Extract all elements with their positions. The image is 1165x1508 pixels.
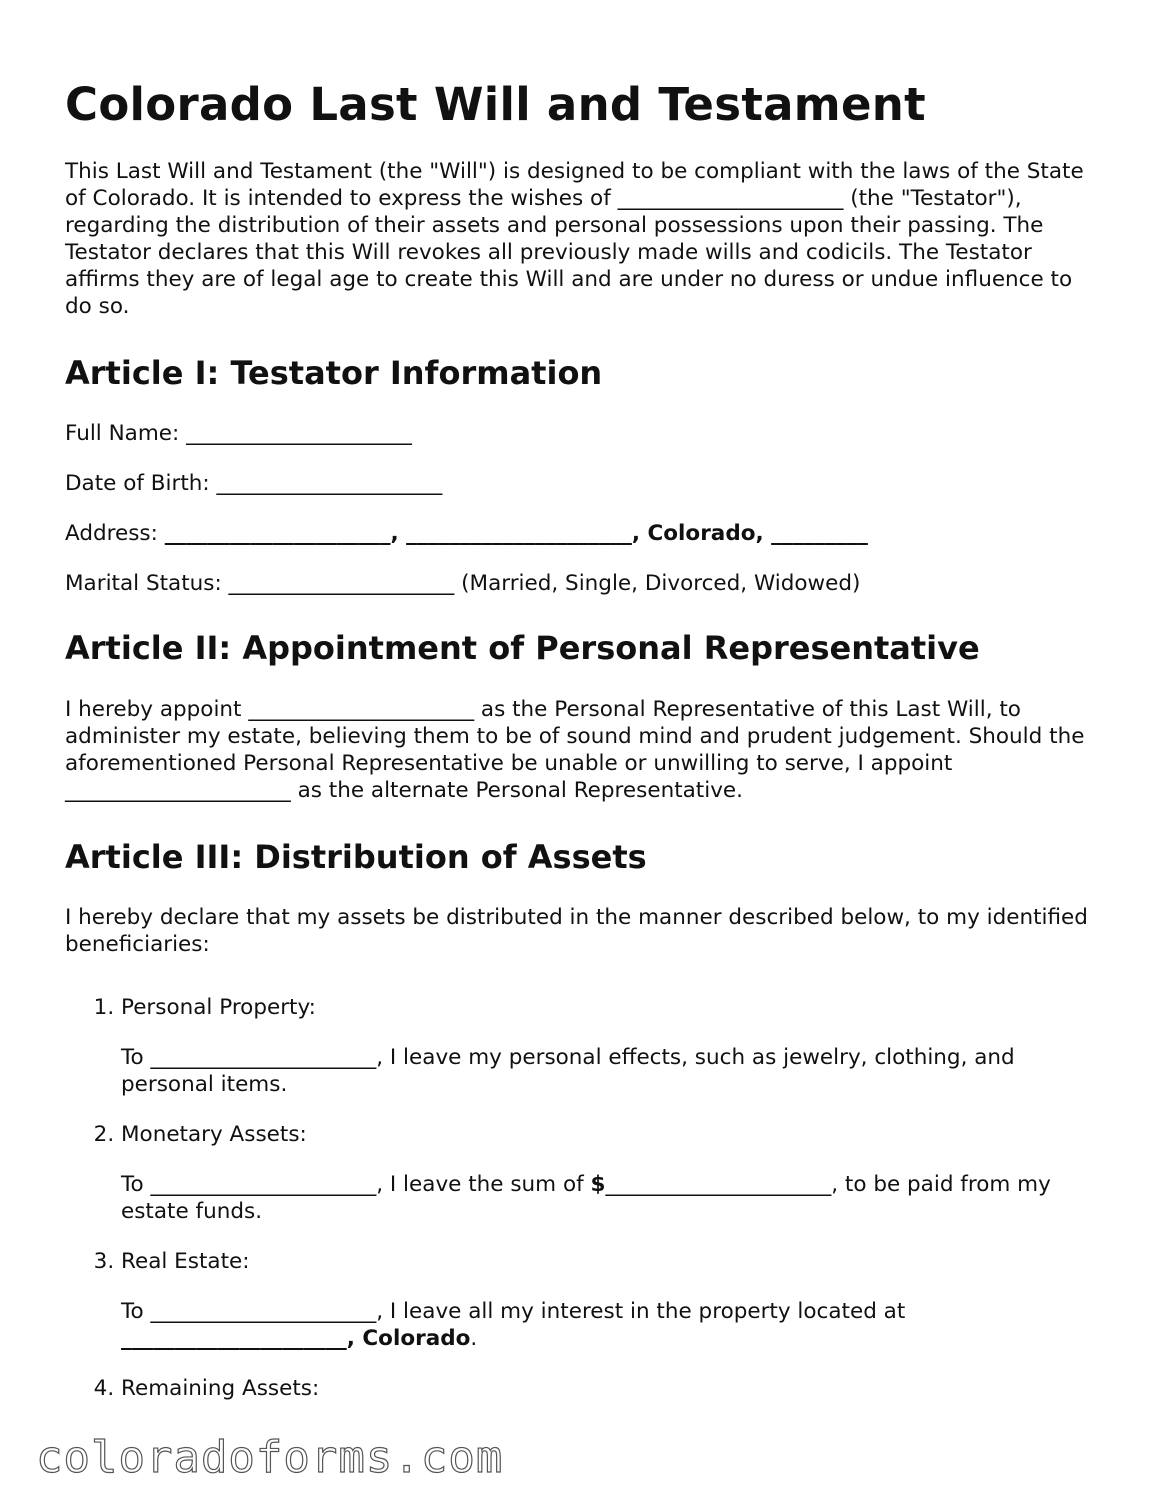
dob-field: Date of Birth: _____________________	[65, 471, 443, 497]
list-item: 2. Monetary Assets: To _____________________, I leave the sum of $_____________________, to be paid from my estate funds.	[121, 1121, 1105, 1225]
article-1-heading: Article I: Testator Information	[65, 354, 603, 392]
asset-list	[65, 994, 1105, 1402]
city-blank[interactable]: _____________________	[406, 521, 632, 547]
personal-property-beneficiary-blank[interactable]: _____________________	[150, 1045, 377, 1071]
list-item: 1. Personal Property: To _____________________, I leave my personal effects, such as jewelry, clothing, and personal items.	[121, 994, 1105, 1098]
monetary-beneficiary-blank[interactable]: _____________________	[150, 1172, 377, 1198]
list-item: 3. Real Estate: To _____________________, I leave all my interest in the property located at _____________________, Colorado.	[121, 1248, 1105, 1352]
dob-blank[interactable]: _____________________	[216, 471, 443, 497]
page-title: Colorado Last Will and Testament	[65, 78, 926, 131]
real-estate-clause: To _____________________, I leave all my interest in the property located at _____________________, Colorado.	[121, 1299, 906, 1352]
full-name-field: Full Name: _____________________	[65, 421, 412, 447]
intro-paragraph: This Last Will and Testament (the "Will") is designed to be compliant with the laws of the State of Colorado. It is intended to express the wishes of _____________________ (the "Testator"), regarding the distribution of their assets and personal possessions upon their passing. The Testator declares that this Will revokes all previously made wills and codicils. The Testator affirms they are of legal age to create this Will and are under no duress or undue influence to do so.	[65, 159, 1084, 319]
full-name-blank[interactable]: _____________________	[186, 421, 412, 447]
testator-name-blank[interactable]: _____________________	[617, 186, 844, 211]
monetary-assets-clause: To _____________________, I leave the sum of $_____________________, to be paid from my estate funds.	[121, 1172, 1051, 1225]
watermark: coloradoforms.com	[36, 1432, 504, 1483]
article-3-heading: Article III: Distribution of Assets	[65, 837, 647, 876]
street-blank[interactable]: _____________________	[164, 521, 391, 547]
list-item: 4. Remaining Assets:	[121, 1375, 1105, 1402]
marital-status-field: Marital Status: _____________________ (Married, Single, Divorced, Widowed)	[65, 571, 861, 597]
property-location-blank[interactable]: _____________________	[121, 1326, 347, 1352]
address-field: Address: _____________________, _____________________, Colorado, _________	[65, 521, 868, 547]
marital-status-blank[interactable]: _____________________	[228, 571, 455, 597]
article-3-paragraph: I hereby declare that my assets be distributed in the manner described below, to my identified beneficiaries:	[65, 905, 1088, 958]
article-2-paragraph: I hereby appoint _____________________ as the Personal Representative of this Last Will, to administer my estate, believing them to be of sound mind and prudent judgement. Should the aforementioned Personal Representative be unable or unwilling to serve, I appoint _____________________ as the alternate Personal Representative.	[65, 696, 1085, 803]
document-page	[65, 78, 1105, 1402]
real-estate-beneficiary-blank[interactable]: _____________________	[150, 1299, 377, 1325]
personal-property-clause: To _____________________, I leave my personal effects, such as jewelry, clothing, and personal items.	[121, 1045, 1015, 1098]
zip-blank[interactable]: _________	[771, 521, 868, 547]
alternate-representative-blank[interactable]: _____________________	[65, 777, 291, 803]
amount-blank[interactable]: _____________________	[605, 1172, 832, 1198]
article-2-heading: Article II: Appointment of Personal Representative	[65, 629, 980, 668]
representative-blank[interactable]: _____________________	[248, 696, 475, 722]
